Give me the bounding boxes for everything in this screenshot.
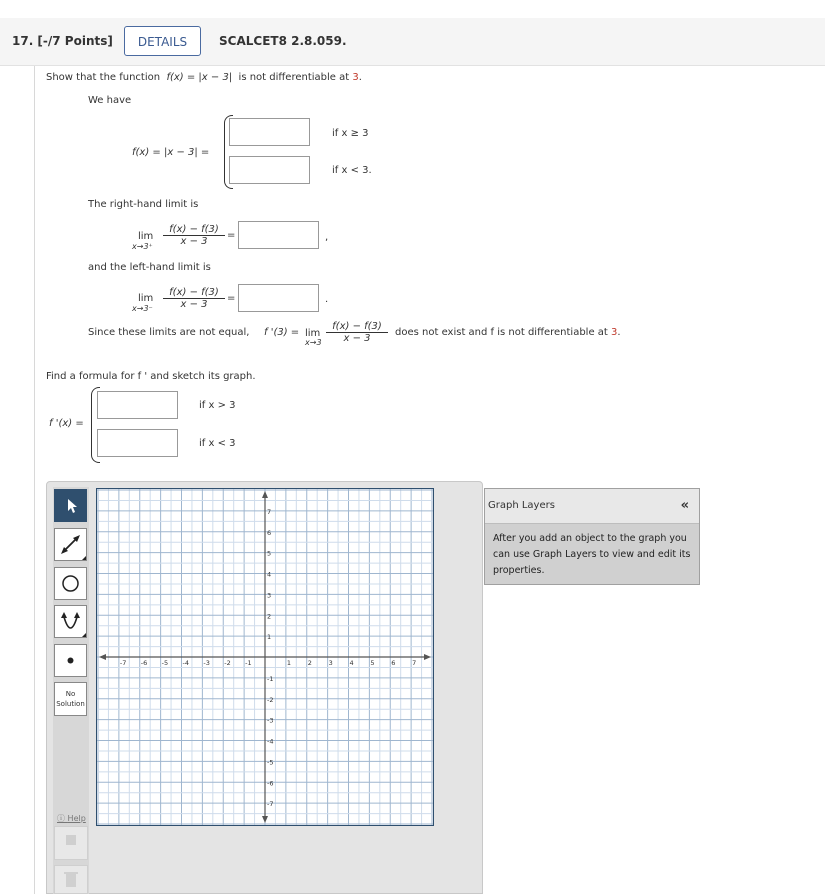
x-axis-right-arrow	[424, 654, 431, 660]
collapse-icon[interactable]: «	[680, 498, 689, 513]
fraction-denominator: x − 3	[180, 236, 208, 247]
y-tick-label: -5	[267, 758, 274, 767]
graph-canvas[interactable]	[96, 488, 434, 826]
point-icon	[55, 645, 86, 676]
x-tick-label: 6	[391, 659, 396, 667]
y-tick-label: -1	[267, 674, 274, 683]
right-equals: =	[227, 230, 236, 241]
right-lim-word: lim	[138, 231, 154, 242]
case1-answer-input[interactable]	[229, 118, 310, 146]
left-equals: =	[227, 293, 236, 304]
top-band	[0, 0, 825, 19]
x-tick-label: 4	[349, 659, 354, 667]
graph-grid	[97, 489, 433, 825]
we-have-label: We have	[88, 95, 132, 106]
y-tick-label: 7	[267, 507, 272, 516]
fraction-denominator: x − 3	[343, 333, 371, 344]
y-tick-label: -4	[267, 737, 274, 746]
y-tick-label: 1	[267, 633, 272, 642]
x-tick-label: -5	[161, 659, 169, 667]
fprime-case1-condition: if x > 3	[199, 400, 236, 411]
right-limit-fraction	[163, 224, 225, 247]
y-axis-up-arrow	[262, 491, 268, 498]
question-header	[0, 18, 825, 66]
left-limit-input[interactable]	[238, 284, 319, 312]
part1-prompt: Show that the function f(x) = |x − 3| is not differentiable at 3.	[46, 72, 362, 83]
since-text: Since these limits are not equal,	[88, 327, 250, 338]
question-code: SCALCET8 2.8.059.	[219, 34, 347, 48]
no-solution-line2: Solution	[56, 700, 85, 708]
right-limit-text: The right-hand limit is	[88, 199, 199, 210]
x-axis-left-arrow	[99, 654, 106, 660]
fprime-lhs: f '(x) =	[49, 418, 84, 429]
x-tick-label: 1	[286, 659, 292, 667]
left-lim-word: lim	[138, 293, 154, 304]
parabola-icon	[55, 606, 86, 637]
conclusion-lim-sub: x→3	[305, 338, 322, 347]
part2-prompt: Find a formula for f ' and sketch its graph.	[46, 371, 256, 382]
fraction-numerator: f(x) − f(3)	[326, 321, 388, 333]
x-tick-label: 2	[307, 659, 312, 667]
left-limit-text: and the left-hand limit is	[88, 262, 211, 273]
y-axis-down-arrow	[262, 816, 268, 823]
graph-layers-title: Graph Layers	[488, 500, 555, 511]
x-tick-label: -4	[182, 659, 189, 667]
delete-tool-button[interactable]	[54, 865, 88, 894]
line-tool-button[interactable]	[54, 528, 87, 561]
fprime-3: f '(3) =	[264, 327, 300, 338]
y-tick-label: -2	[267, 695, 274, 704]
no-solution-line1: No	[65, 690, 76, 698]
conclusion-fraction	[326, 321, 388, 344]
line-icon	[55, 529, 86, 560]
y-tick-label: 4	[267, 570, 272, 579]
left-period: .	[325, 294, 329, 305]
fprime-case1-input[interactable]	[97, 391, 178, 419]
help-icon: ⓘ	[57, 814, 65, 823]
fraction-numerator: f(x) − f(3)	[163, 287, 225, 299]
pointer-icon	[55, 490, 86, 521]
y-tick-label: 2	[267, 612, 272, 621]
y-tick-label: -7	[267, 800, 274, 809]
right-lim-sub: x→3⁺	[132, 242, 153, 251]
x-tick-label: -2	[224, 659, 231, 667]
circle-tool-button[interactable]	[54, 567, 87, 600]
case2-answer-input[interactable]	[229, 156, 310, 184]
case2-condition: if x < 3.	[332, 165, 372, 176]
graph-layers-help: After you add an object to the graph you can use Graph Layers to view and edit its properties.	[493, 533, 691, 576]
circle-icon	[55, 568, 86, 599]
graph-layers-header	[485, 489, 699, 524]
piecewise-lhs: f(x) = |x − 3| =	[132, 147, 210, 158]
x-tick-label: 5	[370, 659, 375, 667]
parabola-tool-button[interactable]	[54, 605, 87, 638]
right-limit-input[interactable]	[238, 221, 319, 249]
fprime-case2-condition: if x < 3	[199, 438, 236, 449]
y-tick-label: 5	[267, 549, 272, 558]
details-button[interactable]: DETAILS	[124, 26, 201, 56]
right-comma: ,	[325, 232, 329, 243]
fraction-denominator: x − 3	[180, 299, 208, 310]
graph-layers-panel	[484, 488, 700, 585]
question-number: 17. [-/7 Points]	[12, 34, 113, 48]
y-tick-label: 6	[267, 528, 272, 537]
y-tick-label: 3	[267, 591, 272, 600]
trash-icon	[55, 866, 87, 893]
x-tick-label: -7	[119, 659, 127, 667]
conclusion-lim-word: lim	[305, 328, 321, 339]
point-tool-button[interactable]	[54, 644, 87, 677]
help-label: Help	[67, 814, 86, 823]
y-tick-label: -3	[267, 716, 274, 725]
x-tick-label: -6	[140, 659, 148, 667]
conclusion-text: does not exist and f is not differentiable at 3.	[395, 327, 621, 338]
help-link[interactable]	[57, 813, 86, 824]
fprime-case2-input[interactable]	[97, 429, 178, 457]
left-limit-fraction	[163, 287, 225, 310]
x-tick-label: 3	[328, 659, 333, 667]
left-rule	[34, 66, 35, 894]
y-tick-label: -6	[267, 779, 274, 788]
pointer-tool-button[interactable]	[54, 489, 87, 522]
left-lim-sub: x→3⁻	[132, 304, 153, 313]
case1-condition: if x ≥ 3	[332, 128, 369, 139]
x-tick-label: -1	[245, 659, 252, 667]
x-tick-label: 7	[412, 659, 417, 667]
fill-tool-button[interactable]	[54, 826, 88, 860]
fraction-numerator: f(x) − f(3)	[163, 224, 225, 236]
x-tick-label: -3	[203, 659, 210, 667]
fill-icon	[66, 835, 76, 845]
no-solution-button[interactable]	[54, 682, 87, 716]
